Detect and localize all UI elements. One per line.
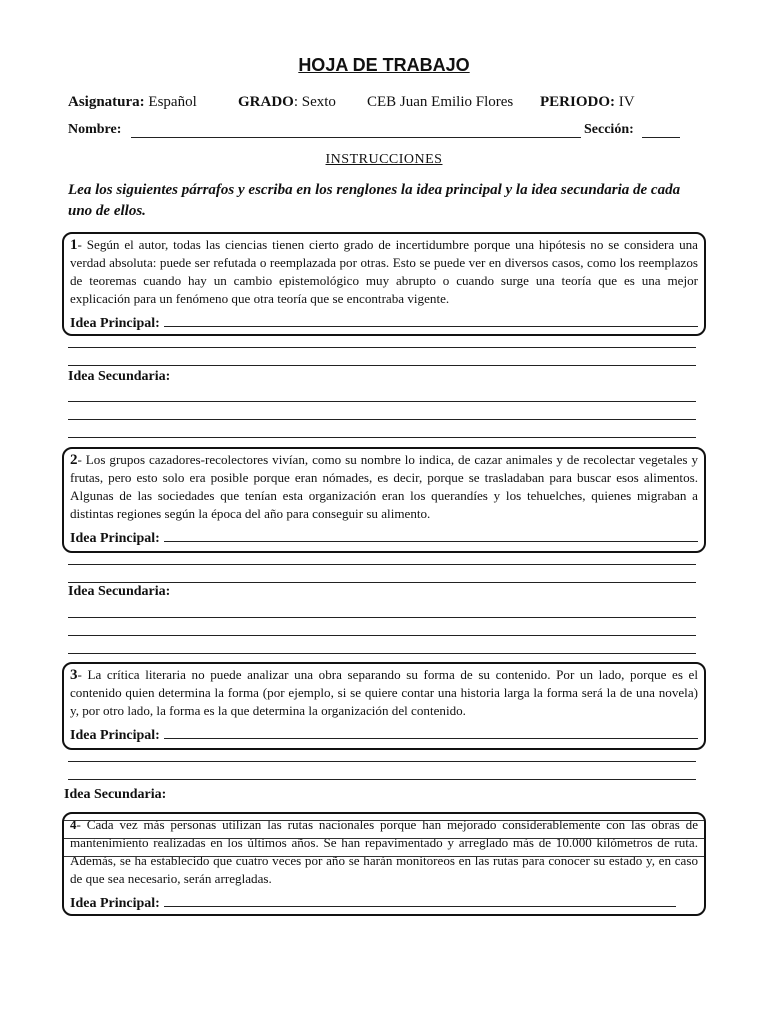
- name-row: [68, 122, 121, 138]
- name-label: Nombre:: [68, 122, 122, 137]
- paragraph-number: 2: [70, 452, 78, 468]
- instructions-text: Lea los siguientes párrafos y escriba en los renglones la idea principal y la idea secundaria de cada uno de ellos.: [68, 182, 681, 219]
- answer-line[interactable]: [68, 365, 696, 366]
- main-idea-line: [70, 726, 698, 744]
- main-idea-label: Idea Principal:: [70, 316, 160, 331]
- main-idea-blank[interactable]: [164, 894, 676, 907]
- main-idea-label: Idea Principal:: [70, 896, 160, 911]
- subject-label: Asignatura:: [68, 94, 145, 110]
- section-row: [584, 122, 634, 138]
- name-blank[interactable]: [131, 137, 581, 138]
- paragraph-body: - Según el autor, todas las ciencias tienen cierto grado de incertidumbre porque una hipótesis no se considera una verdad absoluta: puede ser refutada o reemplazada por otras. Esto se puede ver en diversos casos, como los reemplazos de teoremas cuando hay un cambio epistemológico muy abrupto o cuando surge una teoría que es una mejor explicación para un fenómeno que otra teoría que se encontraba vigente.: [70, 237, 698, 306]
- strike-lines: [64, 820, 704, 870]
- strike-line: [64, 838, 704, 839]
- instructions-heading: INSTRUCCIONES: [325, 152, 443, 167]
- paragraph-body: - Cada vez más personas utilizan las rutas nacionales porque han mejorado considerablemente con las obras de mantenimiento realizadas en los últimos años. Se han repavimentado y arreglado más de 10.000 kilómetros de ruta. Además, se ha establecido que cuatro veces por año se harán monitoreos en las rutas para conocer su estado y, en caso de que sea necesario, serán arregladas.: [70, 817, 698, 886]
- paragraph-box-3: [62, 662, 706, 750]
- main-idea-label: Idea Principal:: [70, 531, 160, 546]
- period-value: IV: [618, 94, 635, 110]
- school-name: CEB Juan Emilio Flores: [367, 94, 514, 110]
- answer-line[interactable]: [68, 761, 696, 762]
- main-idea-blank[interactable]: [164, 314, 698, 327]
- answer-line[interactable]: [68, 582, 696, 583]
- answer-line[interactable]: [68, 401, 696, 402]
- period-label: PERIODO:: [540, 94, 615, 110]
- paragraph-body: - La crítica literaria no puede analizar una obra separando su forma de su contenido. Por un lado, porque es el contenido quien determina la forma (por ejemplo, si se quiere contar una historia larga la forma será la de una novela) y, por otro lado, la forma es la que determina la organización del contenido.: [70, 667, 698, 718]
- secondary-idea-label: Idea Secundaria:: [68, 369, 171, 384]
- paragraph-box-1: [62, 232, 706, 336]
- section-label: Sección:: [584, 122, 634, 137]
- paragraph-number: 4: [70, 817, 77, 832]
- paragraph-number: 1: [70, 237, 78, 253]
- answer-line[interactable]: [68, 437, 696, 438]
- main-idea-label: Idea Principal:: [70, 728, 160, 743]
- period-field: [540, 94, 635, 111]
- grade-label: GRADO: [238, 94, 294, 110]
- main-idea-blank[interactable]: [164, 529, 698, 542]
- answer-line[interactable]: [68, 419, 696, 420]
- secondary-idea-label: Idea Secundaria:: [68, 584, 171, 599]
- answer-line[interactable]: [68, 653, 696, 654]
- secondary-idea-label: Idea Secundaria:: [64, 787, 167, 802]
- answer-line[interactable]: [68, 635, 696, 636]
- paragraph-box-2: [62, 447, 706, 553]
- answer-line[interactable]: [68, 617, 696, 618]
- answer-line[interactable]: [68, 347, 696, 348]
- answer-line[interactable]: [68, 779, 696, 780]
- worksheet-title: HOJA DE TRABAJO: [298, 55, 470, 75]
- grade-value: : Sexto: [293, 94, 336, 110]
- subject-value: Español: [148, 94, 197, 110]
- strike-line: [64, 856, 704, 857]
- main-idea-line: [70, 529, 698, 547]
- main-idea-line: [70, 894, 698, 912]
- main-idea-blank[interactable]: [164, 726, 698, 739]
- strike-line: [64, 820, 704, 821]
- answer-line[interactable]: [68, 564, 696, 565]
- paragraph-text-2: [70, 451, 698, 523]
- section-blank[interactable]: [642, 137, 680, 138]
- paragraph-number: 3: [70, 667, 78, 683]
- paragraph-text-3: [70, 666, 698, 720]
- grade-field: [238, 94, 336, 111]
- paragraph-text-1: [70, 236, 698, 308]
- paragraph-body: - Los grupos cazadores-recolectores vivían, como su nombre lo indica, de cazar animales y de recolectar vegetales y frutas, pero esto solo era posible porque eran nómades, es decir, porque se trasladaban para buscar esos alimentos. Algunas de las sociedades que tenían esta organización eran los querandíes y los tehuelches, quienes migraban a distintas regiones según la época del año para conseguir su alimento.: [70, 452, 698, 521]
- subject-field: [68, 94, 197, 111]
- main-idea-line: [70, 314, 698, 332]
